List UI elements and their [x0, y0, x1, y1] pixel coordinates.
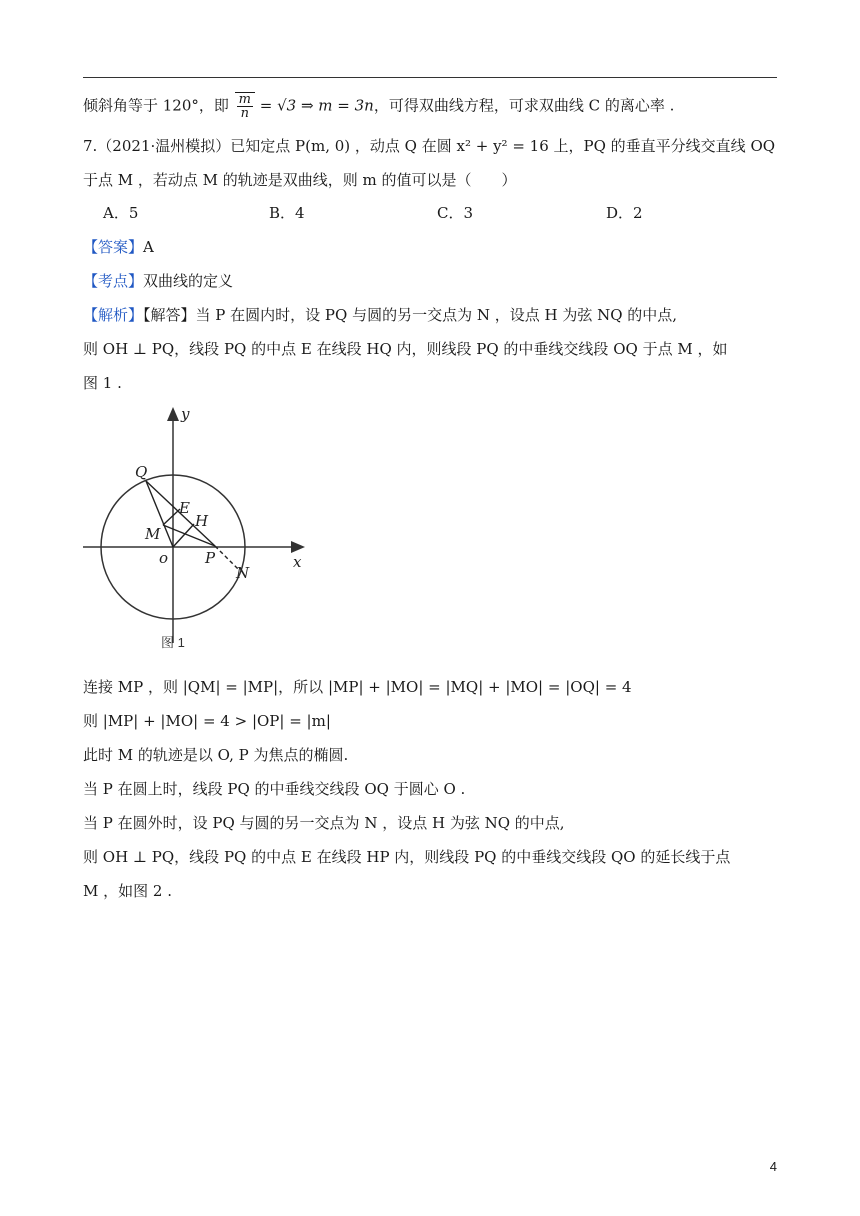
analysis-text-1: 【解答】当 P 在圆内时，设 PQ 与圆的另一交点为 N ，设点 H 为弦 NQ 的中点,	[143, 306, 678, 324]
solution-line: 当 P 在圆上时，线段 PQ 的中垂线交线段 OQ 于圆心 O .	[83, 780, 466, 798]
topic-tag: 【考点】	[83, 272, 144, 290]
answer-tag: 【答案】	[83, 238, 144, 256]
solution-line: M ，如图 2 .	[83, 882, 172, 900]
segment-pn	[215, 546, 238, 569]
topic-line	[83, 271, 233, 291]
fraction	[237, 93, 253, 120]
solution-line: 则 |MP| + |MO| = 4 > |OP| = |m|	[83, 712, 331, 730]
solution-line: 连接 MP ，则 |QM| = |MP|，所以 |MP| + |MO| = |MQ| + |MO| = |OQ| = 4	[83, 678, 632, 696]
page-number: 4	[769, 1159, 777, 1174]
label-m: M	[145, 525, 161, 543]
label-e: E	[179, 499, 190, 517]
intro-text-after: ，可得双曲线方程，可求双曲线 C 的离心率 .	[373, 96, 675, 115]
option-c: C．3	[437, 204, 474, 222]
sqrt-expression	[235, 92, 255, 120]
intro-line	[83, 92, 674, 120]
fraction-numerator: m	[238, 92, 251, 107]
option-b: B．4	[269, 204, 305, 222]
label-o: o	[159, 549, 169, 567]
header-rule	[83, 77, 777, 78]
question-line-1: 7.（2021·温州模拟）已知定点 P(m, 0) ，动点 Q 在圆 x² + y² = 16 上，PQ 的垂直平分线交直线 OQ	[83, 137, 776, 155]
analysis-line-2: 则 OH ⊥ PQ，线段 PQ 的中点 E 在线段 HQ 内，则线段 PQ 的中垂线交线段 OQ 于点 M ，如	[83, 340, 728, 358]
label-h: H	[195, 512, 209, 530]
solution-line: 此时 M 的轨迹是以 O, P 为焦点的椭圆.	[83, 746, 349, 764]
intro-text-before: 倾斜角等于 120°，即	[83, 96, 234, 115]
label-y: y	[181, 405, 190, 423]
solution-line: 当 P 在圆外时，设 PQ 与圆的另一交点为 N ，设点 H 为弦 NQ 的中点,	[83, 814, 565, 832]
option-d: D．2	[606, 204, 643, 222]
fraction-denominator: n	[240, 106, 250, 121]
label-n: N	[236, 564, 250, 582]
segment-me	[163, 509, 180, 525]
answer-text: A	[143, 238, 154, 256]
label-x: x	[293, 553, 302, 571]
analysis-line-1	[83, 305, 677, 325]
label-p: P	[205, 549, 216, 567]
figure-caption: 图 1	[161, 635, 185, 650]
x-axis-arrow-icon	[291, 541, 305, 553]
intro-equation: = √3 ⇒ m = 3n	[255, 96, 374, 115]
topic-text: 双曲线的定义	[143, 272, 234, 290]
option-a: A．5	[103, 204, 139, 222]
label-q: Q	[135, 463, 148, 481]
solution-line: 则 OH ⊥ PQ，线段 PQ 的中点 E 在线段 HP 内，则线段 PQ 的中垂线交线段 QO 的延长线于点	[83, 848, 731, 866]
analysis-tag: 【解析】	[83, 306, 144, 324]
question-line-2: 于点 M ，若动点 M 的轨迹是双曲线，则 m 的值可以是（ ）	[83, 171, 517, 189]
y-axis-arrow-icon	[167, 407, 179, 421]
analysis-line-3: 图 1 .	[83, 374, 122, 392]
figure-1	[83, 405, 313, 655]
answer-line	[83, 237, 154, 257]
